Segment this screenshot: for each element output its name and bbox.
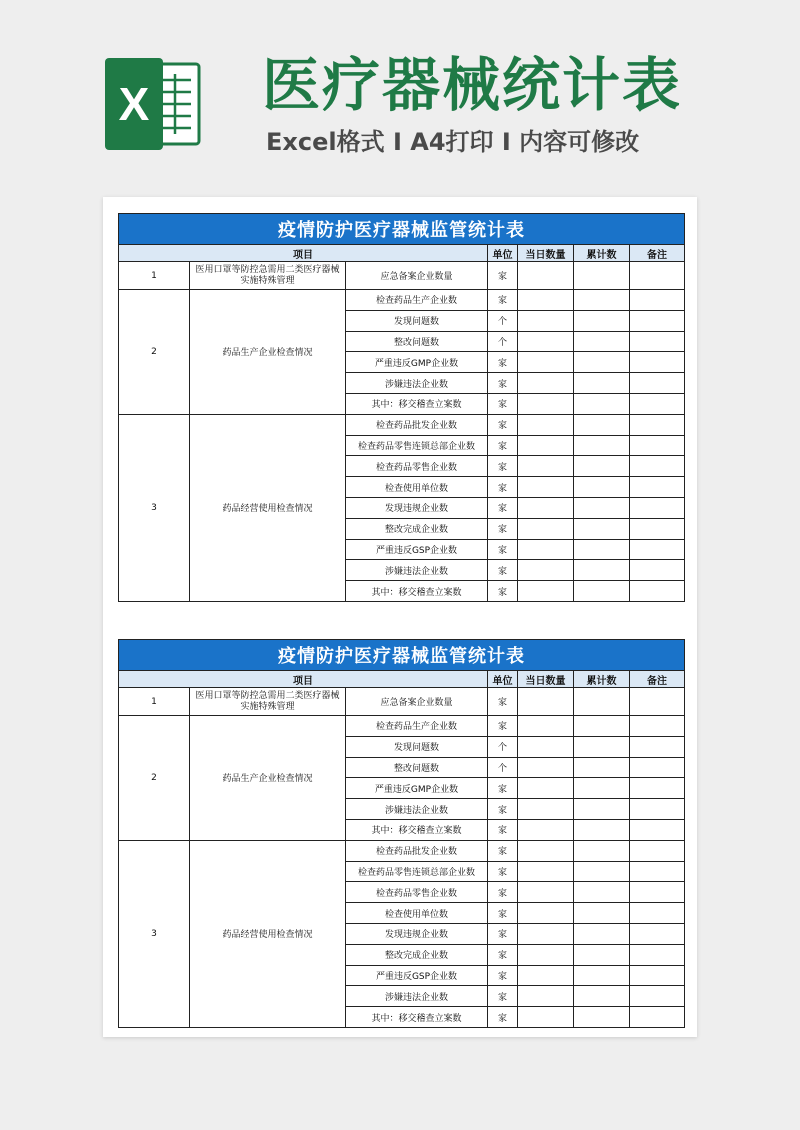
- cell-cumulative[interactable]: [574, 736, 630, 757]
- row-label: 涉嫌违法企业数: [346, 373, 488, 394]
- cell-cumulative[interactable]: [574, 262, 630, 290]
- cell-today[interactable]: [518, 456, 574, 477]
- cell-today[interactable]: [518, 986, 574, 1007]
- cell-today[interactable]: [518, 373, 574, 394]
- row-unit: 家: [488, 799, 518, 820]
- row-unit: 家: [488, 581, 518, 602]
- row-label: 检查药品生产企业数: [346, 716, 488, 737]
- table-caption-row: [119, 640, 685, 671]
- cell-today[interactable]: [518, 262, 574, 290]
- cell-note[interactable]: [630, 923, 685, 944]
- table-caption: 疫情防护医疗器械监管统计表: [119, 640, 685, 671]
- row-label: 发现违规企业数: [346, 923, 488, 944]
- cell-today[interactable]: [518, 581, 574, 602]
- row-unit: 家: [488, 435, 518, 456]
- row-unit: 家: [488, 560, 518, 581]
- cell-cumulative[interactable]: [574, 688, 630, 716]
- cell-cumulative[interactable]: [574, 518, 630, 539]
- cell-today[interactable]: [518, 736, 574, 757]
- cell-cumulative[interactable]: [574, 944, 630, 965]
- cell-note[interactable]: [630, 414, 685, 435]
- cell-note[interactable]: [630, 1007, 685, 1028]
- row-unit: 家: [488, 819, 518, 840]
- cell-today[interactable]: [518, 560, 574, 581]
- table-caption: 疫情防护医疗器械监管统计表: [119, 214, 685, 245]
- poster-header: [0, 0, 800, 195]
- table-row: [119, 716, 685, 737]
- cell-cumulative[interactable]: [574, 581, 630, 602]
- row-unit: 家: [488, 290, 518, 311]
- row-unit: 家: [488, 373, 518, 394]
- header-item: 项目: [119, 671, 488, 688]
- row-label: 发现问题数: [346, 736, 488, 757]
- cell-cumulative[interactable]: [574, 965, 630, 986]
- group-name: 医用口罩等防控急需用二类医疗器械实施特殊管理: [190, 262, 346, 290]
- cell-today[interactable]: [518, 688, 574, 716]
- group-number: 3: [119, 414, 190, 601]
- row-unit: 家: [488, 944, 518, 965]
- group-name: 药品生产企业检查情况: [190, 290, 346, 415]
- cell-today[interactable]: [518, 310, 574, 331]
- row-unit: 个: [488, 736, 518, 757]
- row-label: 涉嫌违法企业数: [346, 986, 488, 1007]
- cell-note[interactable]: [630, 262, 685, 290]
- group-number: 1: [119, 688, 190, 716]
- cell-cumulative[interactable]: [574, 1007, 630, 1028]
- cell-cumulative[interactable]: [574, 352, 630, 373]
- table-row: [119, 840, 685, 861]
- cell-cumulative[interactable]: [574, 861, 630, 882]
- row-label: 涉嫌违法企业数: [346, 560, 488, 581]
- row-unit: 家: [488, 539, 518, 560]
- cell-today[interactable]: [518, 757, 574, 778]
- row-label: 整改问题数: [346, 331, 488, 352]
- row-unit: 家: [488, 716, 518, 737]
- group-number: 2: [119, 290, 190, 415]
- cell-note[interactable]: [630, 477, 685, 498]
- cell-today[interactable]: [518, 1007, 574, 1028]
- cell-today[interactable]: [518, 819, 574, 840]
- header-unit: 单位: [488, 671, 518, 688]
- row-label: 涉嫌违法企业数: [346, 799, 488, 820]
- cell-note[interactable]: [630, 716, 685, 737]
- row-unit: 家: [488, 840, 518, 861]
- cell-cumulative[interactable]: [574, 799, 630, 820]
- cell-cumulative[interactable]: [574, 393, 630, 414]
- cell-note[interactable]: [630, 352, 685, 373]
- row-label: 检查药品批发企业数: [346, 840, 488, 861]
- row-label: 其中：移交稽查立案数: [346, 1007, 488, 1028]
- header-cumulative: 累计数: [574, 245, 630, 262]
- page-subtitle: Excel格式 I A4打印 I 内容可修改: [266, 128, 640, 156]
- group-number: 2: [119, 716, 190, 841]
- cell-note[interactable]: [630, 518, 685, 539]
- cell-today[interactable]: [518, 903, 574, 924]
- cell-note[interactable]: [630, 688, 685, 716]
- page-title: 医疗器械统计表: [262, 51, 683, 119]
- cell-today[interactable]: [518, 778, 574, 799]
- cell-cumulative[interactable]: [574, 310, 630, 331]
- cell-cumulative[interactable]: [574, 435, 630, 456]
- cell-note[interactable]: [630, 861, 685, 882]
- cell-cumulative[interactable]: [574, 716, 630, 737]
- excel-logo-icon: [103, 58, 203, 150]
- row-unit: 家: [488, 414, 518, 435]
- cell-note[interactable]: [630, 736, 685, 757]
- cell-note[interactable]: [630, 799, 685, 820]
- header-cumulative: 累计数: [574, 671, 630, 688]
- cell-cumulative[interactable]: [574, 923, 630, 944]
- cell-note[interactable]: [630, 757, 685, 778]
- row-unit: 家: [488, 778, 518, 799]
- cell-today[interactable]: [518, 393, 574, 414]
- header-today: 当日数量: [518, 671, 574, 688]
- cell-today[interactable]: [518, 799, 574, 820]
- cell-cumulative[interactable]: [574, 819, 630, 840]
- row-unit: 家: [488, 923, 518, 944]
- header-note: 备注: [630, 671, 685, 688]
- document-sheet: [103, 197, 697, 1037]
- row-label: 严重违反GSP企业数: [346, 539, 488, 560]
- row-unit: 家: [488, 393, 518, 414]
- table-row: [119, 688, 685, 716]
- header-item: 项目: [119, 245, 488, 262]
- row-label: 严重违反GMP企业数: [346, 778, 488, 799]
- row-label: 检查使用单位数: [346, 477, 488, 498]
- row-unit: 家: [488, 965, 518, 986]
- cell-cumulative[interactable]: [574, 290, 630, 311]
- table-caption-row: [119, 214, 685, 245]
- row-unit: 家: [488, 986, 518, 1007]
- cell-today[interactable]: [518, 497, 574, 518]
- cell-today[interactable]: [518, 477, 574, 498]
- cell-cumulative[interactable]: [574, 456, 630, 477]
- cell-today[interactable]: [518, 882, 574, 903]
- row-label: 其中：移交稽查立案数: [346, 393, 488, 414]
- row-unit: 家: [488, 262, 518, 290]
- cell-today[interactable]: [518, 840, 574, 861]
- cell-today[interactable]: [518, 861, 574, 882]
- cell-today[interactable]: [518, 435, 574, 456]
- row-label: 应急备案企业数量: [346, 262, 488, 290]
- row-label: 整改问题数: [346, 757, 488, 778]
- cell-note[interactable]: [630, 882, 685, 903]
- row-label: 检查药品零售连锁总部企业数: [346, 861, 488, 882]
- cell-note[interactable]: [630, 560, 685, 581]
- row-unit: 家: [488, 882, 518, 903]
- cell-today[interactable]: [518, 923, 574, 944]
- row-label: 检查药品零售企业数: [346, 456, 488, 477]
- row-unit: 个: [488, 310, 518, 331]
- cell-note[interactable]: [630, 290, 685, 311]
- table-header-row: [119, 245, 685, 262]
- svg-text:X: X: [118, 78, 150, 130]
- cell-cumulative[interactable]: [574, 497, 630, 518]
- group-number: 3: [119, 840, 190, 1027]
- table-row: [119, 290, 685, 311]
- cell-cumulative[interactable]: [574, 414, 630, 435]
- row-label: 其中：移交稽查立案数: [346, 819, 488, 840]
- row-unit: 家: [488, 352, 518, 373]
- header-today: 当日数量: [518, 245, 574, 262]
- row-unit: 家: [488, 861, 518, 882]
- cell-note[interactable]: [630, 373, 685, 394]
- cell-cumulative[interactable]: [574, 331, 630, 352]
- cell-cumulative[interactable]: [574, 560, 630, 581]
- row-label: 检查药品生产企业数: [346, 290, 488, 311]
- row-unit: 家: [488, 1007, 518, 1028]
- cell-today[interactable]: [518, 539, 574, 560]
- cell-note[interactable]: [630, 581, 685, 602]
- cell-note[interactable]: [630, 903, 685, 924]
- row-label: 检查药品零售企业数: [346, 882, 488, 903]
- cell-note[interactable]: [630, 497, 685, 518]
- cell-note[interactable]: [630, 435, 685, 456]
- row-label: 整改完成企业数: [346, 518, 488, 539]
- row-label: 检查药品零售连锁总部企业数: [346, 435, 488, 456]
- cell-note[interactable]: [630, 944, 685, 965]
- cell-today[interactable]: [518, 965, 574, 986]
- row-unit: 家: [488, 903, 518, 924]
- cell-note[interactable]: [630, 819, 685, 840]
- row-unit: 家: [488, 456, 518, 477]
- group-name: 医用口罩等防控急需用二类医疗器械实施特殊管理: [190, 688, 346, 716]
- cell-cumulative[interactable]: [574, 373, 630, 394]
- cell-note[interactable]: [630, 331, 685, 352]
- cell-today[interactable]: [518, 518, 574, 539]
- table-row: [119, 414, 685, 435]
- header-note: 备注: [630, 245, 685, 262]
- stats-table-1: [118, 213, 685, 602]
- cell-today[interactable]: [518, 352, 574, 373]
- cell-note[interactable]: [630, 986, 685, 1007]
- cell-cumulative[interactable]: [574, 840, 630, 861]
- group-name: 药品生产企业检查情况: [190, 716, 346, 841]
- cell-note[interactable]: [630, 310, 685, 331]
- cell-today[interactable]: [518, 944, 574, 965]
- row-label: 其中：移交稽查立案数: [346, 581, 488, 602]
- cell-note[interactable]: [630, 778, 685, 799]
- cell-cumulative[interactable]: [574, 477, 630, 498]
- table-row: [119, 262, 685, 290]
- row-label: 检查使用单位数: [346, 903, 488, 924]
- row-label: 发现违规企业数: [346, 497, 488, 518]
- cell-today[interactable]: [518, 331, 574, 352]
- cell-cumulative[interactable]: [574, 903, 630, 924]
- cell-note[interactable]: [630, 456, 685, 477]
- cell-cumulative[interactable]: [574, 757, 630, 778]
- row-unit: 个: [488, 331, 518, 352]
- cell-today[interactable]: [518, 716, 574, 737]
- cell-cumulative[interactable]: [574, 986, 630, 1007]
- row-label: 严重违反GSP企业数: [346, 965, 488, 986]
- group-name: 药品经营使用检查情况: [190, 414, 346, 601]
- row-label: 发现问题数: [346, 310, 488, 331]
- table-header-row: [119, 671, 685, 688]
- cell-note[interactable]: [630, 965, 685, 986]
- cell-cumulative[interactable]: [574, 778, 630, 799]
- row-unit: 个: [488, 757, 518, 778]
- group-name: 药品经营使用检查情况: [190, 840, 346, 1027]
- row-label: 严重违反GMP企业数: [346, 352, 488, 373]
- group-number: 1: [119, 262, 190, 290]
- header-unit: 单位: [488, 245, 518, 262]
- row-unit: 家: [488, 497, 518, 518]
- cell-cumulative[interactable]: [574, 882, 630, 903]
- cell-cumulative[interactable]: [574, 539, 630, 560]
- row-label: 检查药品批发企业数: [346, 414, 488, 435]
- stats-table-2: [118, 639, 685, 1028]
- row-label: 整改完成企业数: [346, 944, 488, 965]
- row-unit: 家: [488, 518, 518, 539]
- cell-today[interactable]: [518, 414, 574, 435]
- row-unit: 家: [488, 477, 518, 498]
- cell-note[interactable]: [630, 393, 685, 414]
- row-unit: 家: [488, 688, 518, 716]
- row-label: 应急备案企业数量: [346, 688, 488, 716]
- cell-today[interactable]: [518, 290, 574, 311]
- cell-note[interactable]: [630, 840, 685, 861]
- cell-note[interactable]: [630, 539, 685, 560]
